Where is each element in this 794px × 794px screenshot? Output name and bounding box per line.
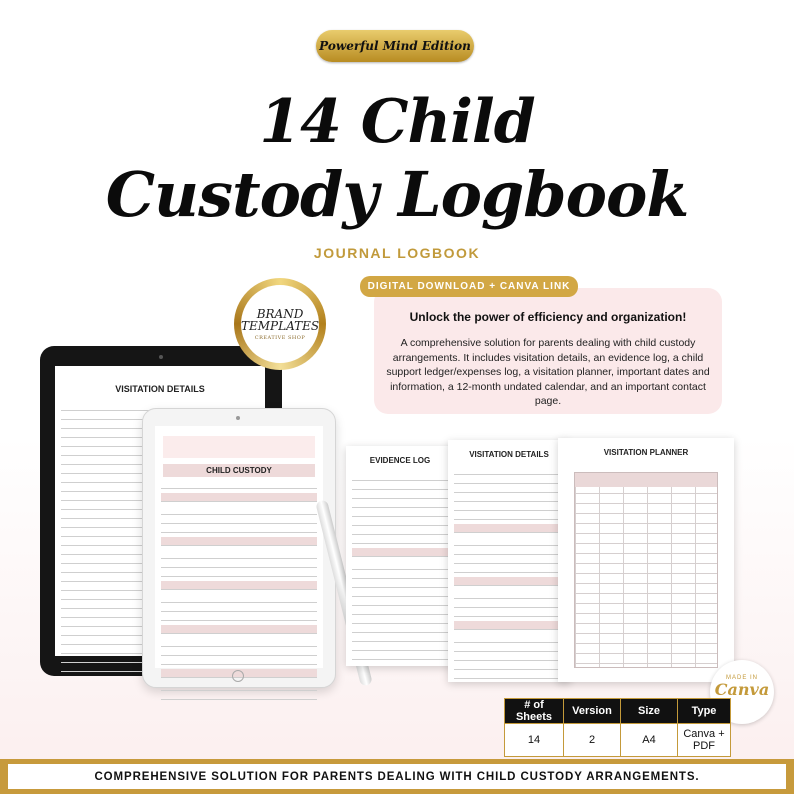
white-tablet-doc-title: CHILD CUSTODY bbox=[163, 464, 315, 477]
spec-value-row bbox=[505, 724, 731, 757]
spec-table bbox=[504, 698, 731, 757]
visitation-details-sheet bbox=[448, 440, 570, 682]
tablet-screen bbox=[155, 426, 323, 668]
download-tag: DIGITAL DOWNLOAD + CANVA LINK bbox=[360, 276, 578, 297]
logo-shop-text: CREATIVE SHOP bbox=[254, 334, 306, 341]
spec-header-version: Version bbox=[564, 699, 621, 724]
edition-badge: Powerful Mind Edition bbox=[316, 30, 474, 62]
sheet-title: VISITATION DETAILS bbox=[469, 450, 549, 459]
description-box bbox=[374, 288, 722, 414]
form-lines bbox=[352, 472, 448, 660]
title-line-2: Custody Logbook bbox=[105, 158, 689, 231]
camera-icon bbox=[236, 416, 240, 420]
evidence-log-sheet bbox=[346, 446, 454, 666]
logo-brand-text: BRAND TEMPLATES bbox=[240, 306, 320, 333]
header-block bbox=[163, 436, 315, 458]
title-line-1: 14 Child bbox=[259, 87, 535, 157]
form-lines bbox=[161, 480, 317, 700]
black-tablet-doc-title: VISITATION DETAILS bbox=[115, 384, 205, 394]
sheet-title: EVIDENCE LOG bbox=[369, 456, 431, 465]
form-lines bbox=[454, 466, 564, 679]
planner-grid bbox=[574, 472, 718, 668]
sheet-title: VISITATION PLANNER bbox=[603, 448, 689, 457]
spec-value-type: Canva + PDF bbox=[678, 724, 731, 757]
canva-logo-text: Canva bbox=[714, 680, 770, 699]
description-text: A comprehensive solution for parents dealing with child custody arrangements. It includes visitation details, an evidence log, a child support ledger/expenses log, a visitation planner, important dates and information, a 12-month undated calendar, and an important contact page. bbox=[386, 337, 710, 407]
spec-value-sheets: 14 bbox=[505, 724, 564, 757]
home-button bbox=[232, 670, 244, 682]
spec-header-type: Type bbox=[678, 699, 731, 724]
spec-header-size: Size bbox=[621, 699, 678, 724]
visitation-planner-sheet bbox=[558, 438, 734, 682]
subtitle: JOURNAL LOGBOOK bbox=[313, 245, 481, 261]
brand-logo bbox=[234, 278, 326, 370]
footer-text: COMPREHENSIVE SOLUTION FOR PARENTS DEALING WITH CHILD CUSTODY ARRANGEMENTS. bbox=[8, 764, 786, 789]
spec-header-sheets: # of Sheets bbox=[505, 699, 564, 724]
spec-value-size: A4 bbox=[621, 724, 678, 757]
footer-banner bbox=[0, 759, 794, 794]
canva-made-in: MADE IN bbox=[725, 675, 758, 681]
camera-icon bbox=[159, 355, 163, 359]
spec-header-row bbox=[505, 699, 731, 724]
description-heading: Unlock the power of efficiency and organization! bbox=[409, 310, 687, 324]
white-tablet-mockup bbox=[142, 408, 336, 688]
spec-value-version: 2 bbox=[564, 724, 621, 757]
